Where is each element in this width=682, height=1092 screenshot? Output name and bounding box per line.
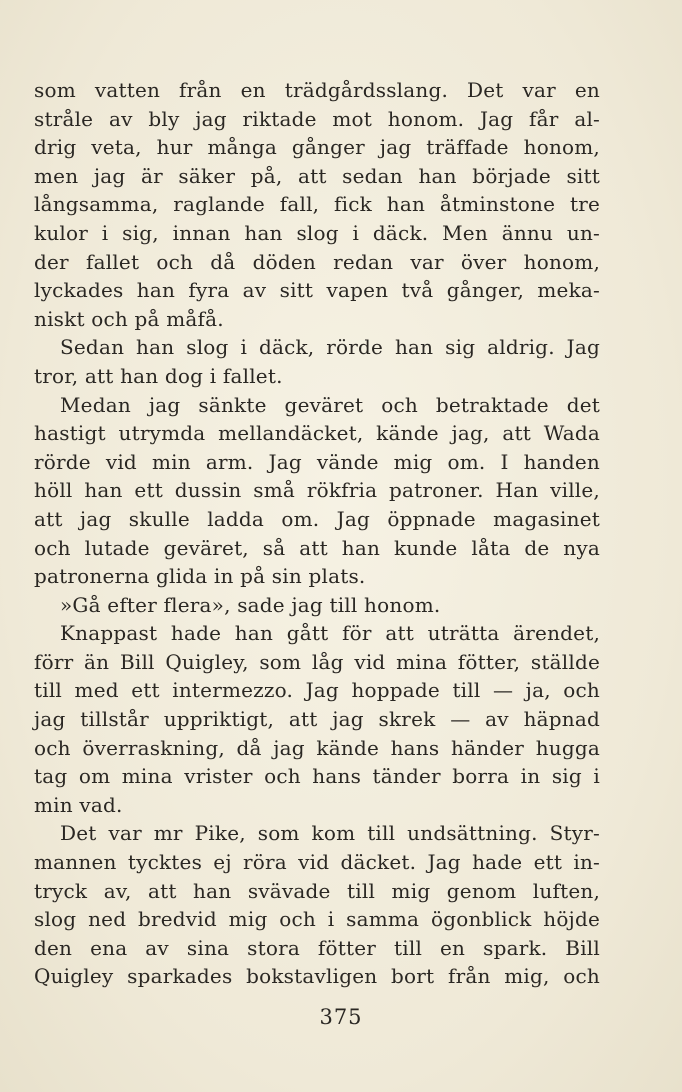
text-line: rörde vid min arm. Jag vände mig om. I handen	[34, 449, 600, 474]
text-line: till med ett intermezzo. Jag hoppade till — ja, och	[34, 678, 600, 703]
text-line: stråle av bly jag riktade mot honom. Jag får al-	[34, 106, 600, 131]
text-line: Sedan han slog i däck, rörde han sig aldrig. Jag	[60, 335, 600, 360]
text-line: Medan jag sänkte geväret och betraktade det	[60, 392, 600, 417]
text-line: tag om mina vrister och hans tänder borra in sig i	[34, 764, 600, 789]
text-line: mannen tycktes ej röra vid däcket. Jag hade ett in-	[34, 850, 600, 875]
text-line: Knappast hade han gått för att uträtta ärendet,	[60, 621, 600, 646]
text-line: lyckades han fyra av sitt vapen två gånger, meka-	[34, 278, 600, 303]
text-line: som vatten från en trädgårdsslang. Det var en	[34, 78, 600, 102]
text-line: kulor i sig, innan han slog i däck. Men ännu un-	[34, 220, 600, 245]
text-line: jag tillstår uppriktigt, att jag skrek — av häpnad	[34, 707, 600, 732]
text-line: slog ned bredvid mig och i samma ögonblick höjde	[34, 907, 600, 932]
text-line: Quigley sparkades bokstavligen bort från mig, och	[34, 964, 600, 989]
text-line: långsamma, raglande fall, fick han åtminstone tre	[34, 192, 600, 217]
text-line: »Gå efter flera», sade jag till honom.	[60, 592, 441, 617]
text-line: tryck av, att han svävade till mig genom luften,	[34, 878, 600, 903]
text-line: och överraskning, då jag kände hans händer hugga	[34, 735, 600, 760]
text-line: patronerna glida in på sin plats.	[34, 564, 366, 589]
text-line: der fallet och då döden redan var över honom,	[34, 249, 600, 274]
page-number: 375	[319, 1005, 363, 1029]
text-line: höll han ett dussin små rökfria patroner. Han ville,	[34, 478, 600, 503]
text-line: drig veta, hur många gånger jag träffade honom,	[34, 135, 600, 160]
text-line: och lutade geväret, så att han kunde låta de nya	[34, 535, 600, 560]
text-line: den ena av sina stora fötter till en spark. Bill	[34, 935, 600, 960]
text-line: Det var mr Pike, som kom till undsättning. Styr-	[60, 821, 600, 846]
text-line: att jag skulle ladda om. Jag öppnade magasinet	[34, 506, 600, 531]
text-line: niskt och på måfå.	[34, 306, 224, 331]
text-line: förr än Bill Quigley, som låg vid mina fötter, ställde	[34, 649, 600, 674]
text-line: min vad.	[34, 792, 123, 817]
text-line: hastigt utrymda mellandäcket, kände jag, att Wada	[34, 421, 600, 446]
body-text	[34, 76, 600, 991]
text-line: tror, att han dog i fallet.	[34, 363, 283, 388]
text-line: men jag är säker på, att sedan han började sitt	[34, 163, 600, 188]
